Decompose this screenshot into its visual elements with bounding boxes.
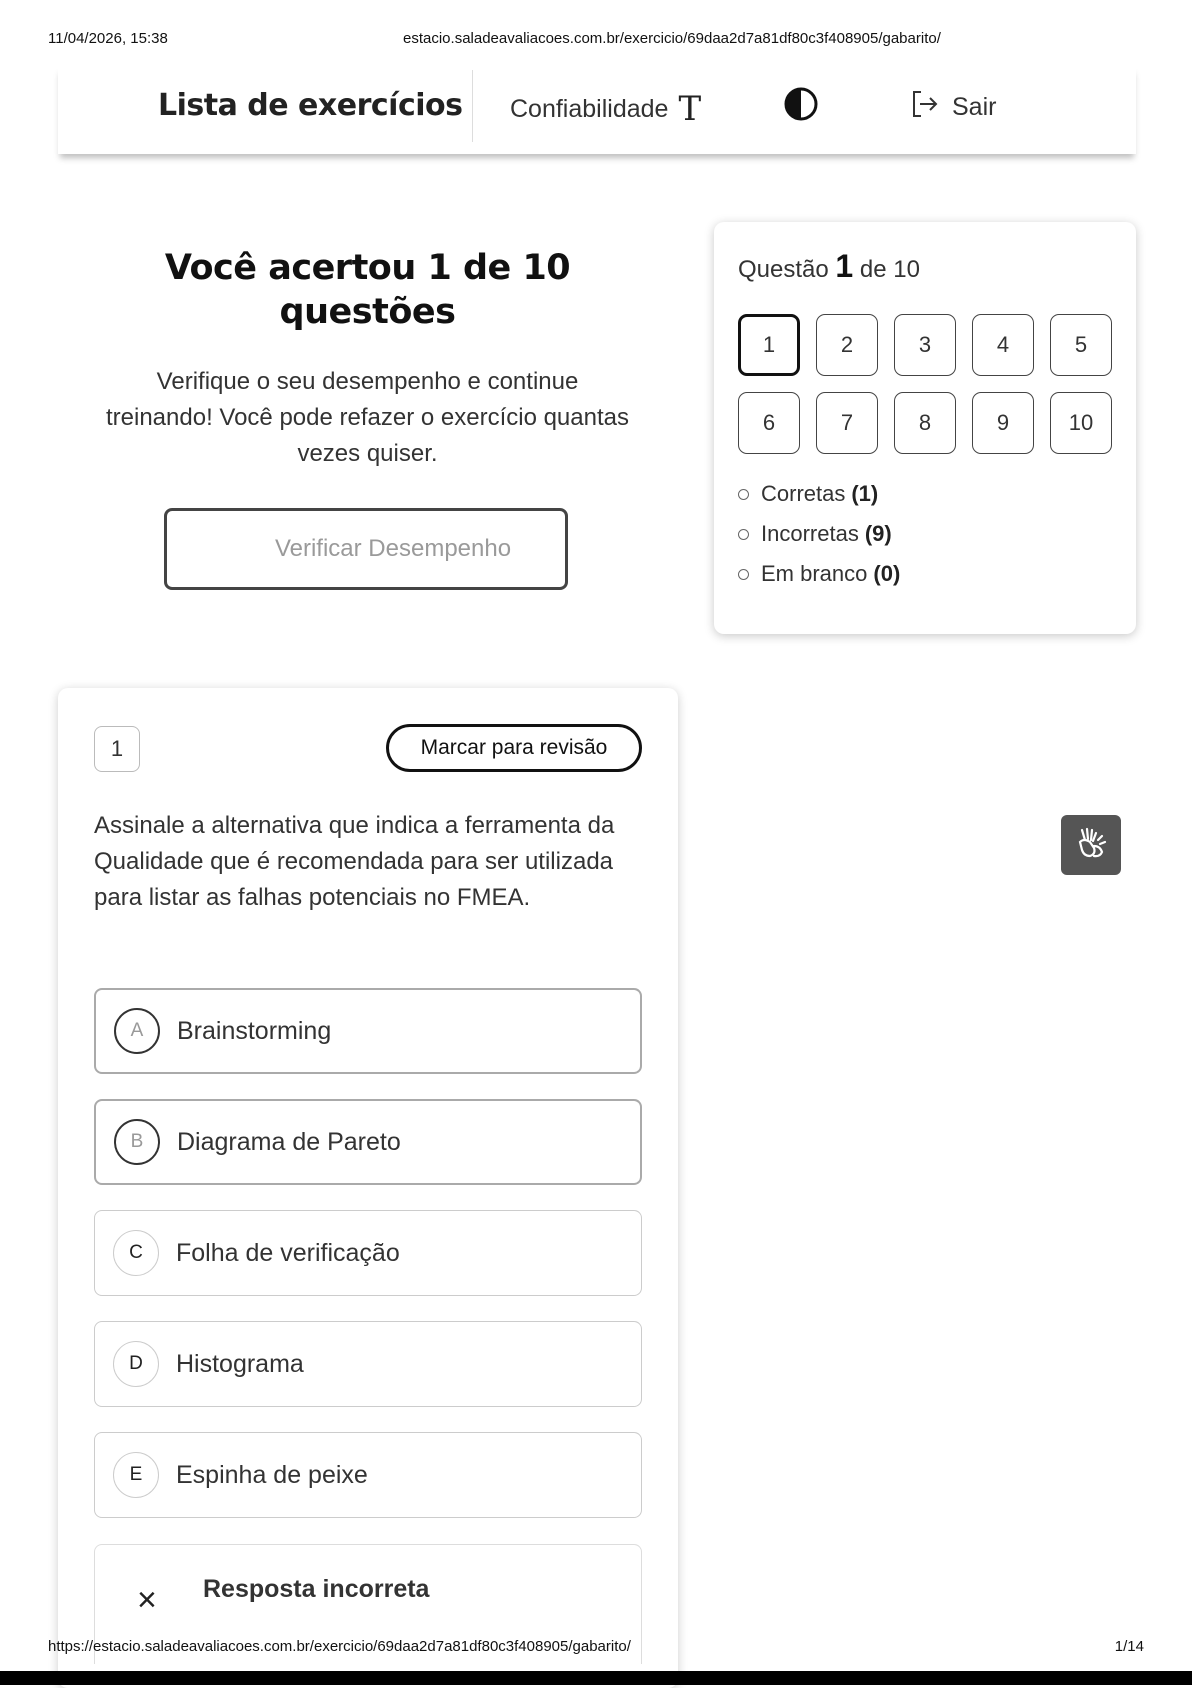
question-button-10[interactable]: 10 bbox=[1050, 392, 1112, 454]
legend-label: Incorretas bbox=[761, 521, 859, 546]
option-text: Espinha de peixe bbox=[176, 1460, 368, 1489]
feedback-label: Resposta incorreta bbox=[203, 1575, 430, 1603]
logout-label: Sair bbox=[952, 93, 997, 121]
question-button-6[interactable]: 6 bbox=[738, 392, 800, 454]
contrast-icon[interactable] bbox=[783, 86, 819, 122]
option-letter: E bbox=[113, 1452, 159, 1498]
close-icon: × bbox=[137, 1581, 157, 1619]
reliability-label: Confiabilidade bbox=[510, 94, 669, 123]
print-page-number: 1/14 bbox=[1114, 1638, 1144, 1655]
page-title: Lista de exercícios bbox=[158, 88, 463, 123]
question-counter bbox=[738, 248, 920, 285]
question-card bbox=[58, 688, 678, 1688]
option-letter: C bbox=[113, 1230, 159, 1276]
font-size-icon[interactable]: T bbox=[678, 89, 702, 129]
question-button-8[interactable]: 8 bbox=[894, 392, 956, 454]
top-navigation-bar bbox=[58, 66, 1136, 154]
result-message: Verifique o seu desempenho e continue treinando! Você pode refazer o exercício quantas vezes quiser. bbox=[105, 368, 629, 467]
question-grid bbox=[738, 314, 1112, 454]
option-letter: B bbox=[114, 1119, 160, 1165]
legend-incorrect bbox=[738, 514, 900, 554]
sign-language-icon bbox=[1072, 824, 1110, 867]
legend-label: Em branco bbox=[761, 561, 868, 586]
question-navigator bbox=[714, 222, 1136, 634]
mark-for-review-button[interactable]: Marcar para revisão bbox=[386, 724, 642, 772]
reliability-button[interactable] bbox=[510, 89, 702, 129]
option-a[interactable] bbox=[94, 988, 642, 1074]
print-footer-url: https://estacio.saladeavaliacoes.com.br/exercicio/69daa2d7a81df80c3f408905/gabarito/ bbox=[48, 1638, 631, 1655]
bottom-edge bbox=[0, 1671, 1192, 1685]
logout-icon bbox=[908, 88, 940, 127]
question-button-1[interactable]: 1 bbox=[738, 314, 800, 376]
question-button-5[interactable]: 5 bbox=[1050, 314, 1112, 376]
print-footer bbox=[48, 1638, 1144, 1655]
option-text: Brainstorming bbox=[177, 1016, 332, 1045]
option-text: Diagrama de Pareto bbox=[177, 1127, 401, 1156]
legend-blank bbox=[738, 554, 900, 594]
divider bbox=[472, 70, 473, 142]
option-c[interactable] bbox=[94, 1210, 642, 1296]
question-button-7[interactable]: 7 bbox=[816, 392, 878, 454]
question-counter-prefix: Questão bbox=[738, 256, 829, 283]
option-b[interactable] bbox=[94, 1099, 642, 1185]
question-button-3[interactable]: 3 bbox=[894, 314, 956, 376]
legend-count: (1) bbox=[851, 481, 879, 506]
question-button-9[interactable]: 9 bbox=[972, 392, 1034, 454]
legend-dot-icon bbox=[738, 569, 749, 580]
result-headline: Você acertou 1 de 10 questões bbox=[164, 248, 571, 332]
option-letter: D bbox=[113, 1341, 159, 1387]
option-text: Folha de verificação bbox=[176, 1238, 400, 1267]
option-letter: A bbox=[114, 1008, 160, 1054]
option-e[interactable] bbox=[94, 1432, 642, 1518]
status-legend bbox=[738, 474, 900, 594]
legend-correct bbox=[738, 474, 900, 514]
result-summary bbox=[100, 246, 635, 472]
legend-label: Corretas bbox=[761, 481, 846, 506]
verify-performance-button[interactable]: Verificar Desempenho bbox=[164, 508, 568, 590]
print-url: estacio.saladeavaliacoes.com.br/exercicio/69daa2d7a81df80c3f408905/gabarito/ bbox=[403, 30, 941, 47]
logout-button[interactable] bbox=[908, 88, 996, 127]
legend-count: (9) bbox=[864, 521, 892, 546]
question-number-badge: 1 bbox=[94, 726, 140, 772]
option-d[interactable] bbox=[94, 1321, 642, 1407]
legend-dot-icon bbox=[738, 529, 749, 540]
answer-options bbox=[94, 988, 642, 1543]
question-counter-suffix: de 10 bbox=[859, 256, 920, 283]
question-counter-current: 1 bbox=[835, 248, 854, 284]
question-button-4[interactable]: 4 bbox=[972, 314, 1034, 376]
option-text: Histograma bbox=[176, 1349, 304, 1378]
question-text: Assinale a alternativa que indica a ferramenta da Qualidade que é recomendada para ser utilizada para listar as falhas potenciais no FMEA. bbox=[94, 812, 615, 911]
sign-language-button[interactable] bbox=[1061, 815, 1121, 875]
print-datetime: 11/04/2026, 15:38 bbox=[48, 30, 168, 47]
question-button-2[interactable]: 2 bbox=[816, 314, 878, 376]
legend-count: (0) bbox=[873, 561, 901, 586]
legend-dot-icon bbox=[738, 489, 749, 500]
